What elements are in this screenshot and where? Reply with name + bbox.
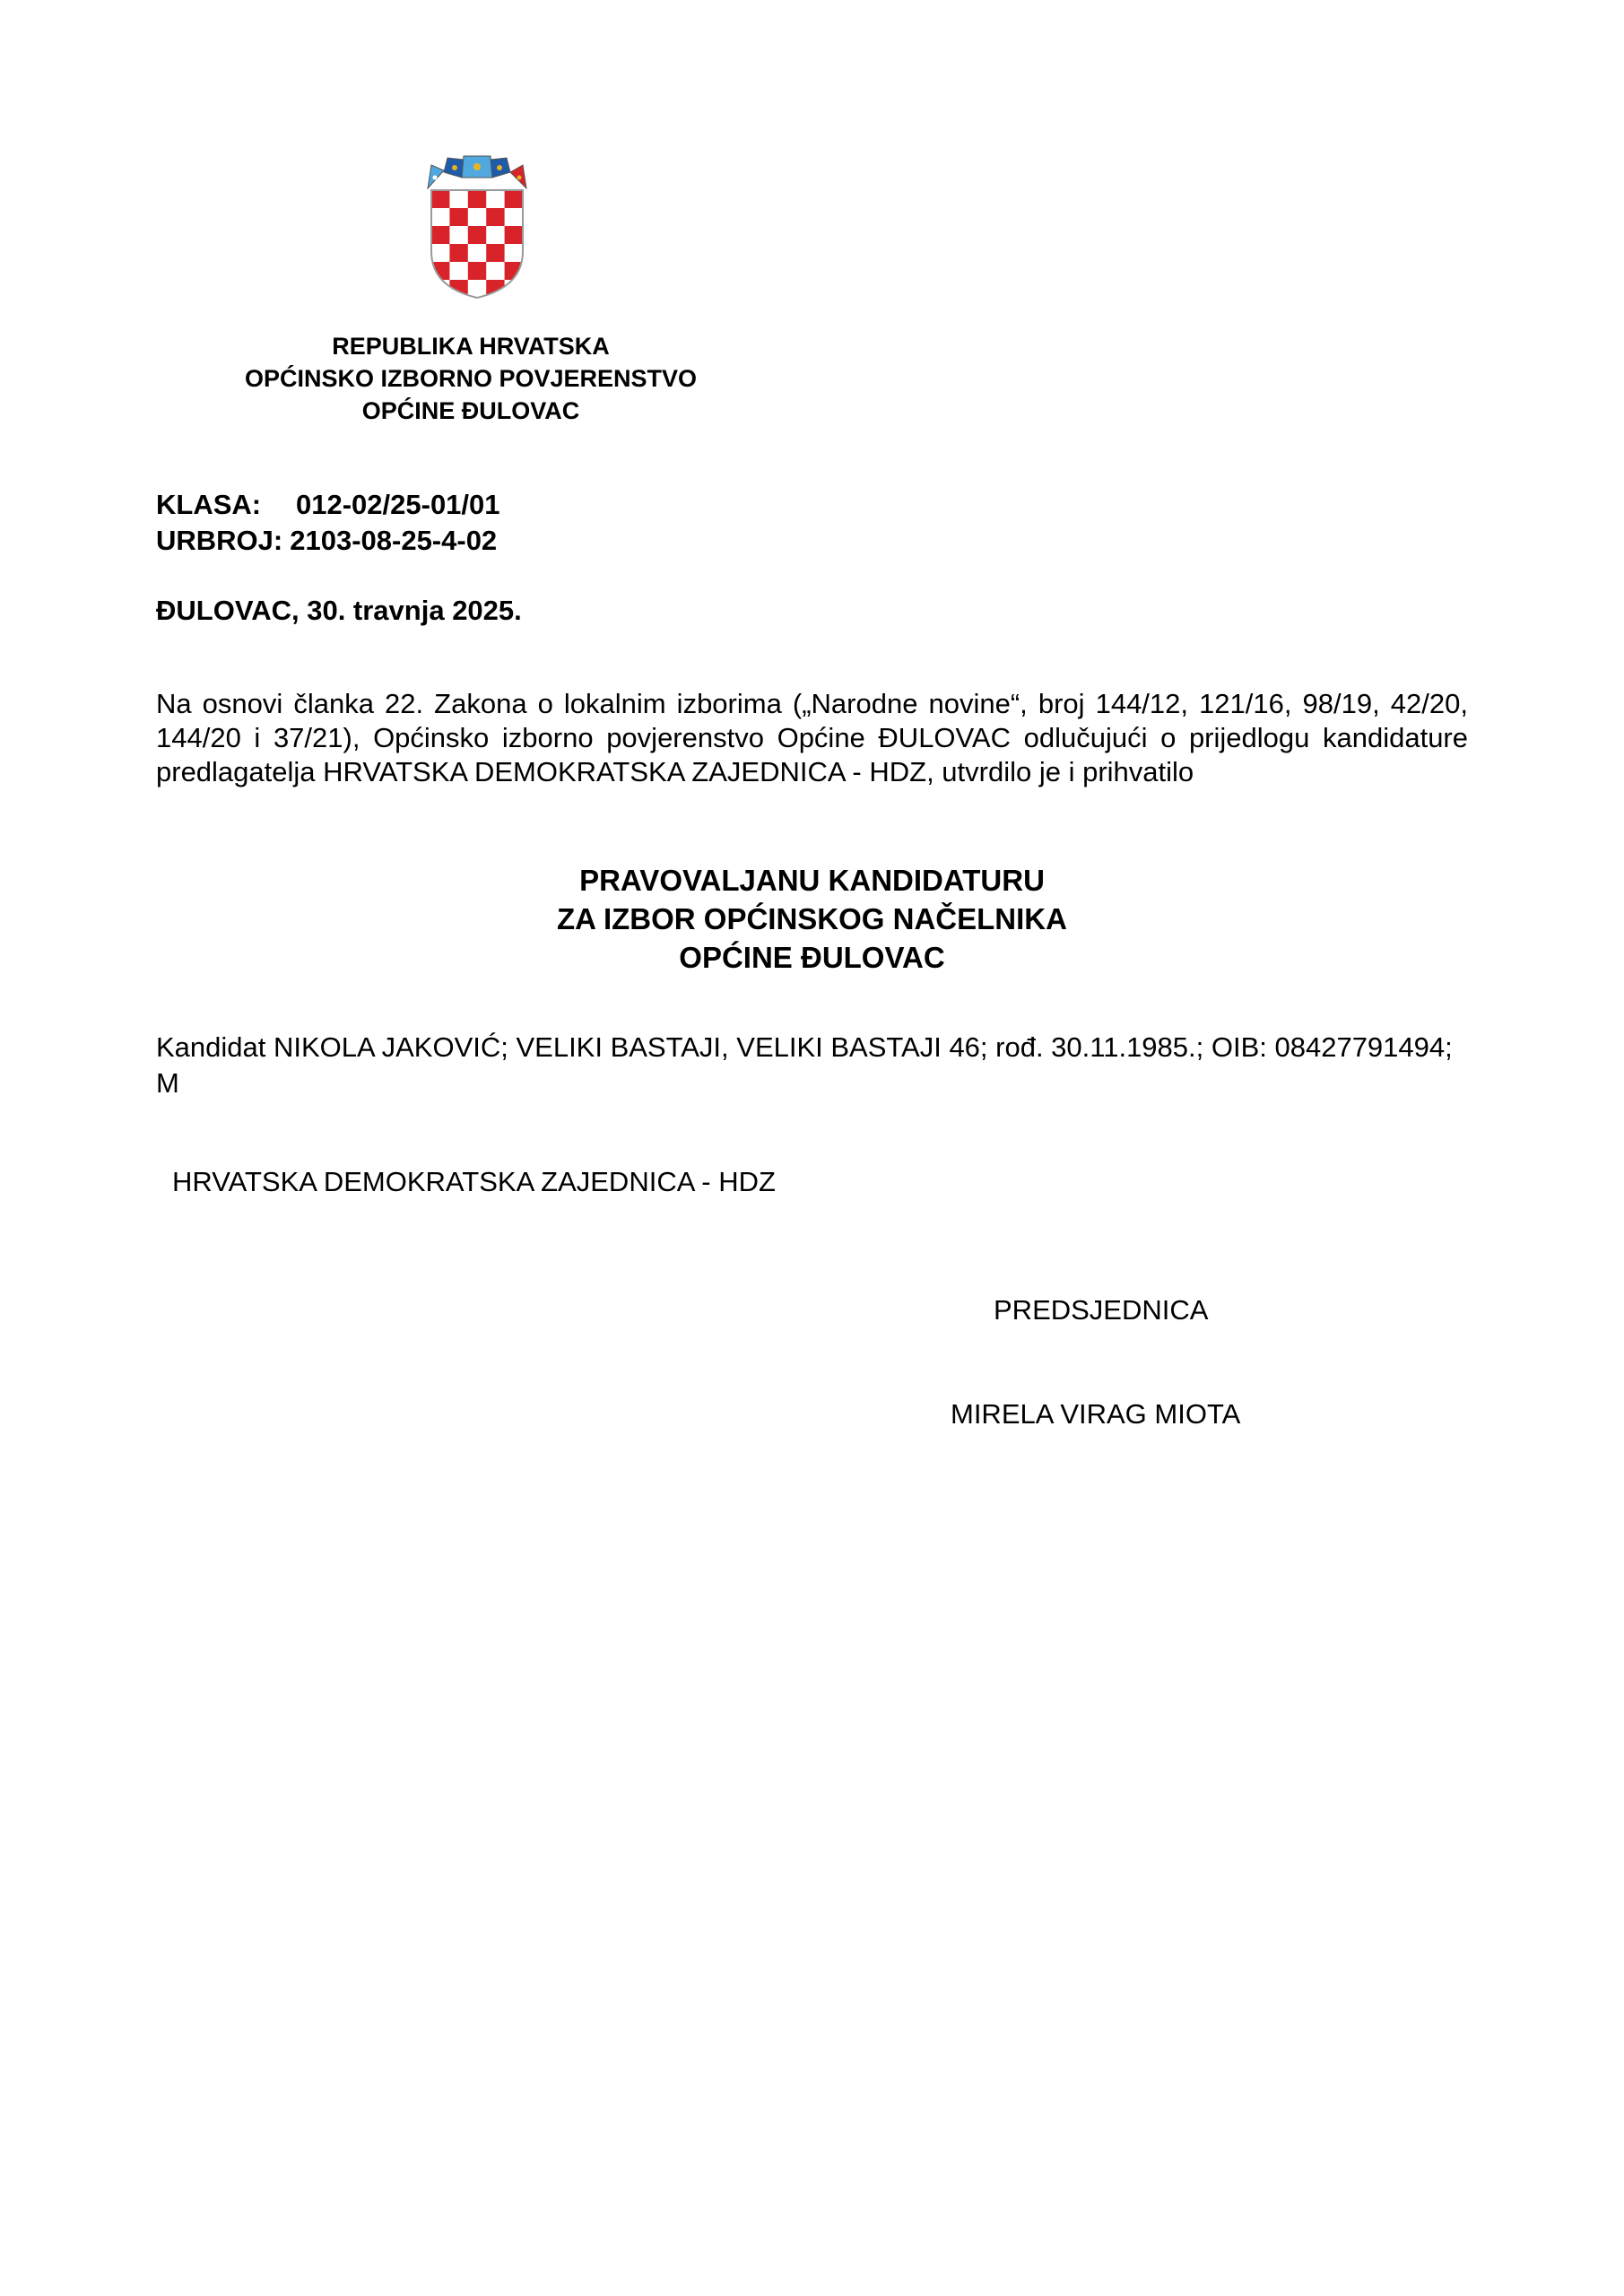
header-municipality: OPĆINE ĐULOVAC — [361, 397, 580, 424]
signatory-name: MIRELA VIRAG MIOTA — [951, 1398, 1241, 1430]
decision-line-1: PRAVOVALJANU KANDIDATURU — [579, 864, 1045, 897]
urbroj-line — [156, 525, 497, 557]
header-commission: OPĆINSKO IZBORNO POVJERENSTVO — [244, 365, 698, 392]
decision-line-3: OPĆINE ĐULOVAC — [679, 941, 945, 974]
klasa-line — [156, 489, 500, 521]
decision-title — [156, 861, 1468, 977]
document-date: , 30. travnja 2025. — [291, 595, 522, 626]
klasa-value: 012-02/25-01/01 — [296, 489, 500, 520]
place-name: ĐULOVAC — [156, 595, 291, 626]
signatory-role: PREDSJEDNICA — [994, 1294, 1209, 1326]
proposer-party: HRVATSKA DEMOKRATSKA ZAJEDNICA - HDZ — [172, 1166, 776, 1197]
crown — [428, 156, 526, 188]
klasa-label: KLASA: — [156, 489, 262, 520]
urbroj-label: URBROJ: — [156, 525, 283, 556]
candidate-details: Kandidat NIKOLA JAKOVIĆ; VELIKI BASTAJI, VELIKI BASTAJI 46; rođ. 30.11.1985.; OIB: 08427791494; M — [156, 1031, 1453, 1099]
urbroj-value: 2103-08-25-4-02 — [290, 525, 498, 556]
legal-basis-paragraph: Na osnovi članka 22. Zakona o lokalnim izborima („Narodne novine“, broj 144/12, 121/16, 98/19, 42/20, 144/20 i 37/21), Općinsko izborno povjerenstvo Općine ĐULOVAC odlučujući o prijedlogu kandidature predlagatelja HRVATSKA DEMOKRATSKA ZAJEDNICA - HDZ, utvrdilo je i prihvatilo — [156, 688, 1468, 787]
issuer-header — [161, 330, 780, 427]
place-date-line — [156, 595, 522, 627]
coat-of-arms-graphic — [419, 152, 535, 300]
header-country: REPUBLIKA HRVATSKA — [332, 333, 610, 360]
decision-line-2: ZA IZBOR OPĆINSKOG NAČELNIKA — [557, 902, 1067, 935]
coat-of-arms-icon — [419, 152, 535, 300]
